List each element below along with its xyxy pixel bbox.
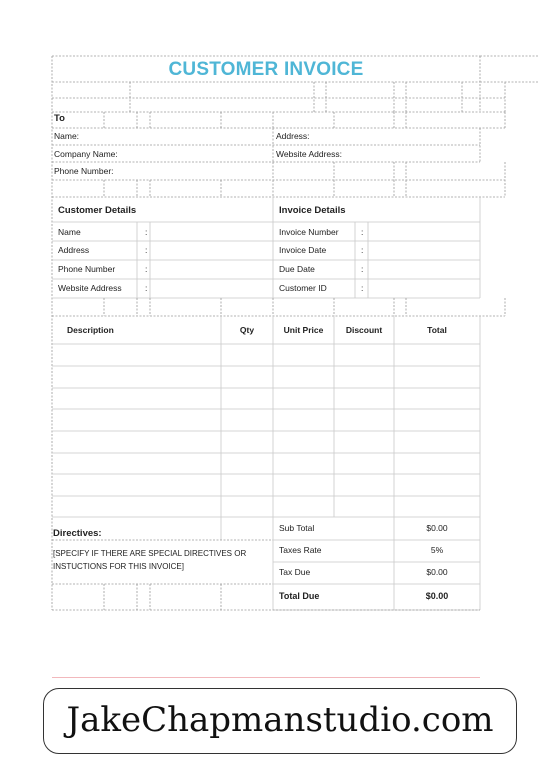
sub-total-value: $0.00 xyxy=(426,523,448,533)
to-heading: To xyxy=(54,113,65,124)
invoice-number-label: Invoice Number xyxy=(279,227,339,237)
customer-website-sep: : xyxy=(145,283,148,293)
customer-name-sep: : xyxy=(145,227,148,237)
invoice-title: CUSTOMER INVOICE xyxy=(168,59,364,80)
taxes-rate-value: 5% xyxy=(430,545,444,555)
watermark-text: JakeChapmanstudio.com xyxy=(66,700,494,740)
to-website-label: Website Address: xyxy=(276,149,342,159)
customer-address-sep: : xyxy=(145,245,148,255)
customer-address-label: Address xyxy=(58,245,90,255)
col-discount: Discount xyxy=(345,325,383,335)
footer-divider xyxy=(52,677,480,678)
customer-website-label: Website Address xyxy=(58,283,122,293)
customer-phone-label: Phone Number xyxy=(58,264,116,274)
customer-name-label: Name xyxy=(58,227,81,237)
customer-phone-sep: : xyxy=(145,264,148,274)
col-description: Description xyxy=(67,325,114,335)
invoice-details-heading: Invoice Details xyxy=(279,205,346,216)
directives-text-line1: [SPECIFY IF THERE ARE SPECIAL DIRECTIVES OR xyxy=(53,549,247,558)
sub-total-label: Sub Total xyxy=(279,523,315,533)
col-qty: Qty xyxy=(239,325,255,335)
invoice-date-sep: : xyxy=(361,245,364,255)
taxes-rate-label: Taxes Rate xyxy=(279,545,322,555)
total-due-label: Total Due xyxy=(279,591,320,601)
directives-heading: Directives: xyxy=(53,528,102,539)
col-unit-price: Unit Price xyxy=(283,325,324,335)
directives-text-line2: INSTUCTIONS FOR THIS INVOICE] xyxy=(53,562,184,571)
to-phone-label: Phone Number: xyxy=(54,166,114,176)
due-date-label: Due Date xyxy=(279,264,315,274)
col-total: Total xyxy=(427,325,447,335)
to-address-label: Address: xyxy=(276,131,310,141)
due-date-sep: : xyxy=(361,264,364,274)
invoice-number-sep: : xyxy=(361,227,364,237)
invoice-date-label: Invoice Date xyxy=(279,245,327,255)
tax-due-label: Tax Due xyxy=(279,567,311,577)
customer-id-label: Customer ID xyxy=(279,283,327,293)
to-company-label: Company Name: xyxy=(54,149,118,159)
total-due-value: $0.00 xyxy=(425,591,449,601)
customer-id-sep: : xyxy=(361,283,364,293)
to-name-label: Name: xyxy=(54,131,80,141)
tax-due-value: $0.00 xyxy=(426,567,448,577)
customer-details-heading: Customer Details xyxy=(58,205,137,216)
